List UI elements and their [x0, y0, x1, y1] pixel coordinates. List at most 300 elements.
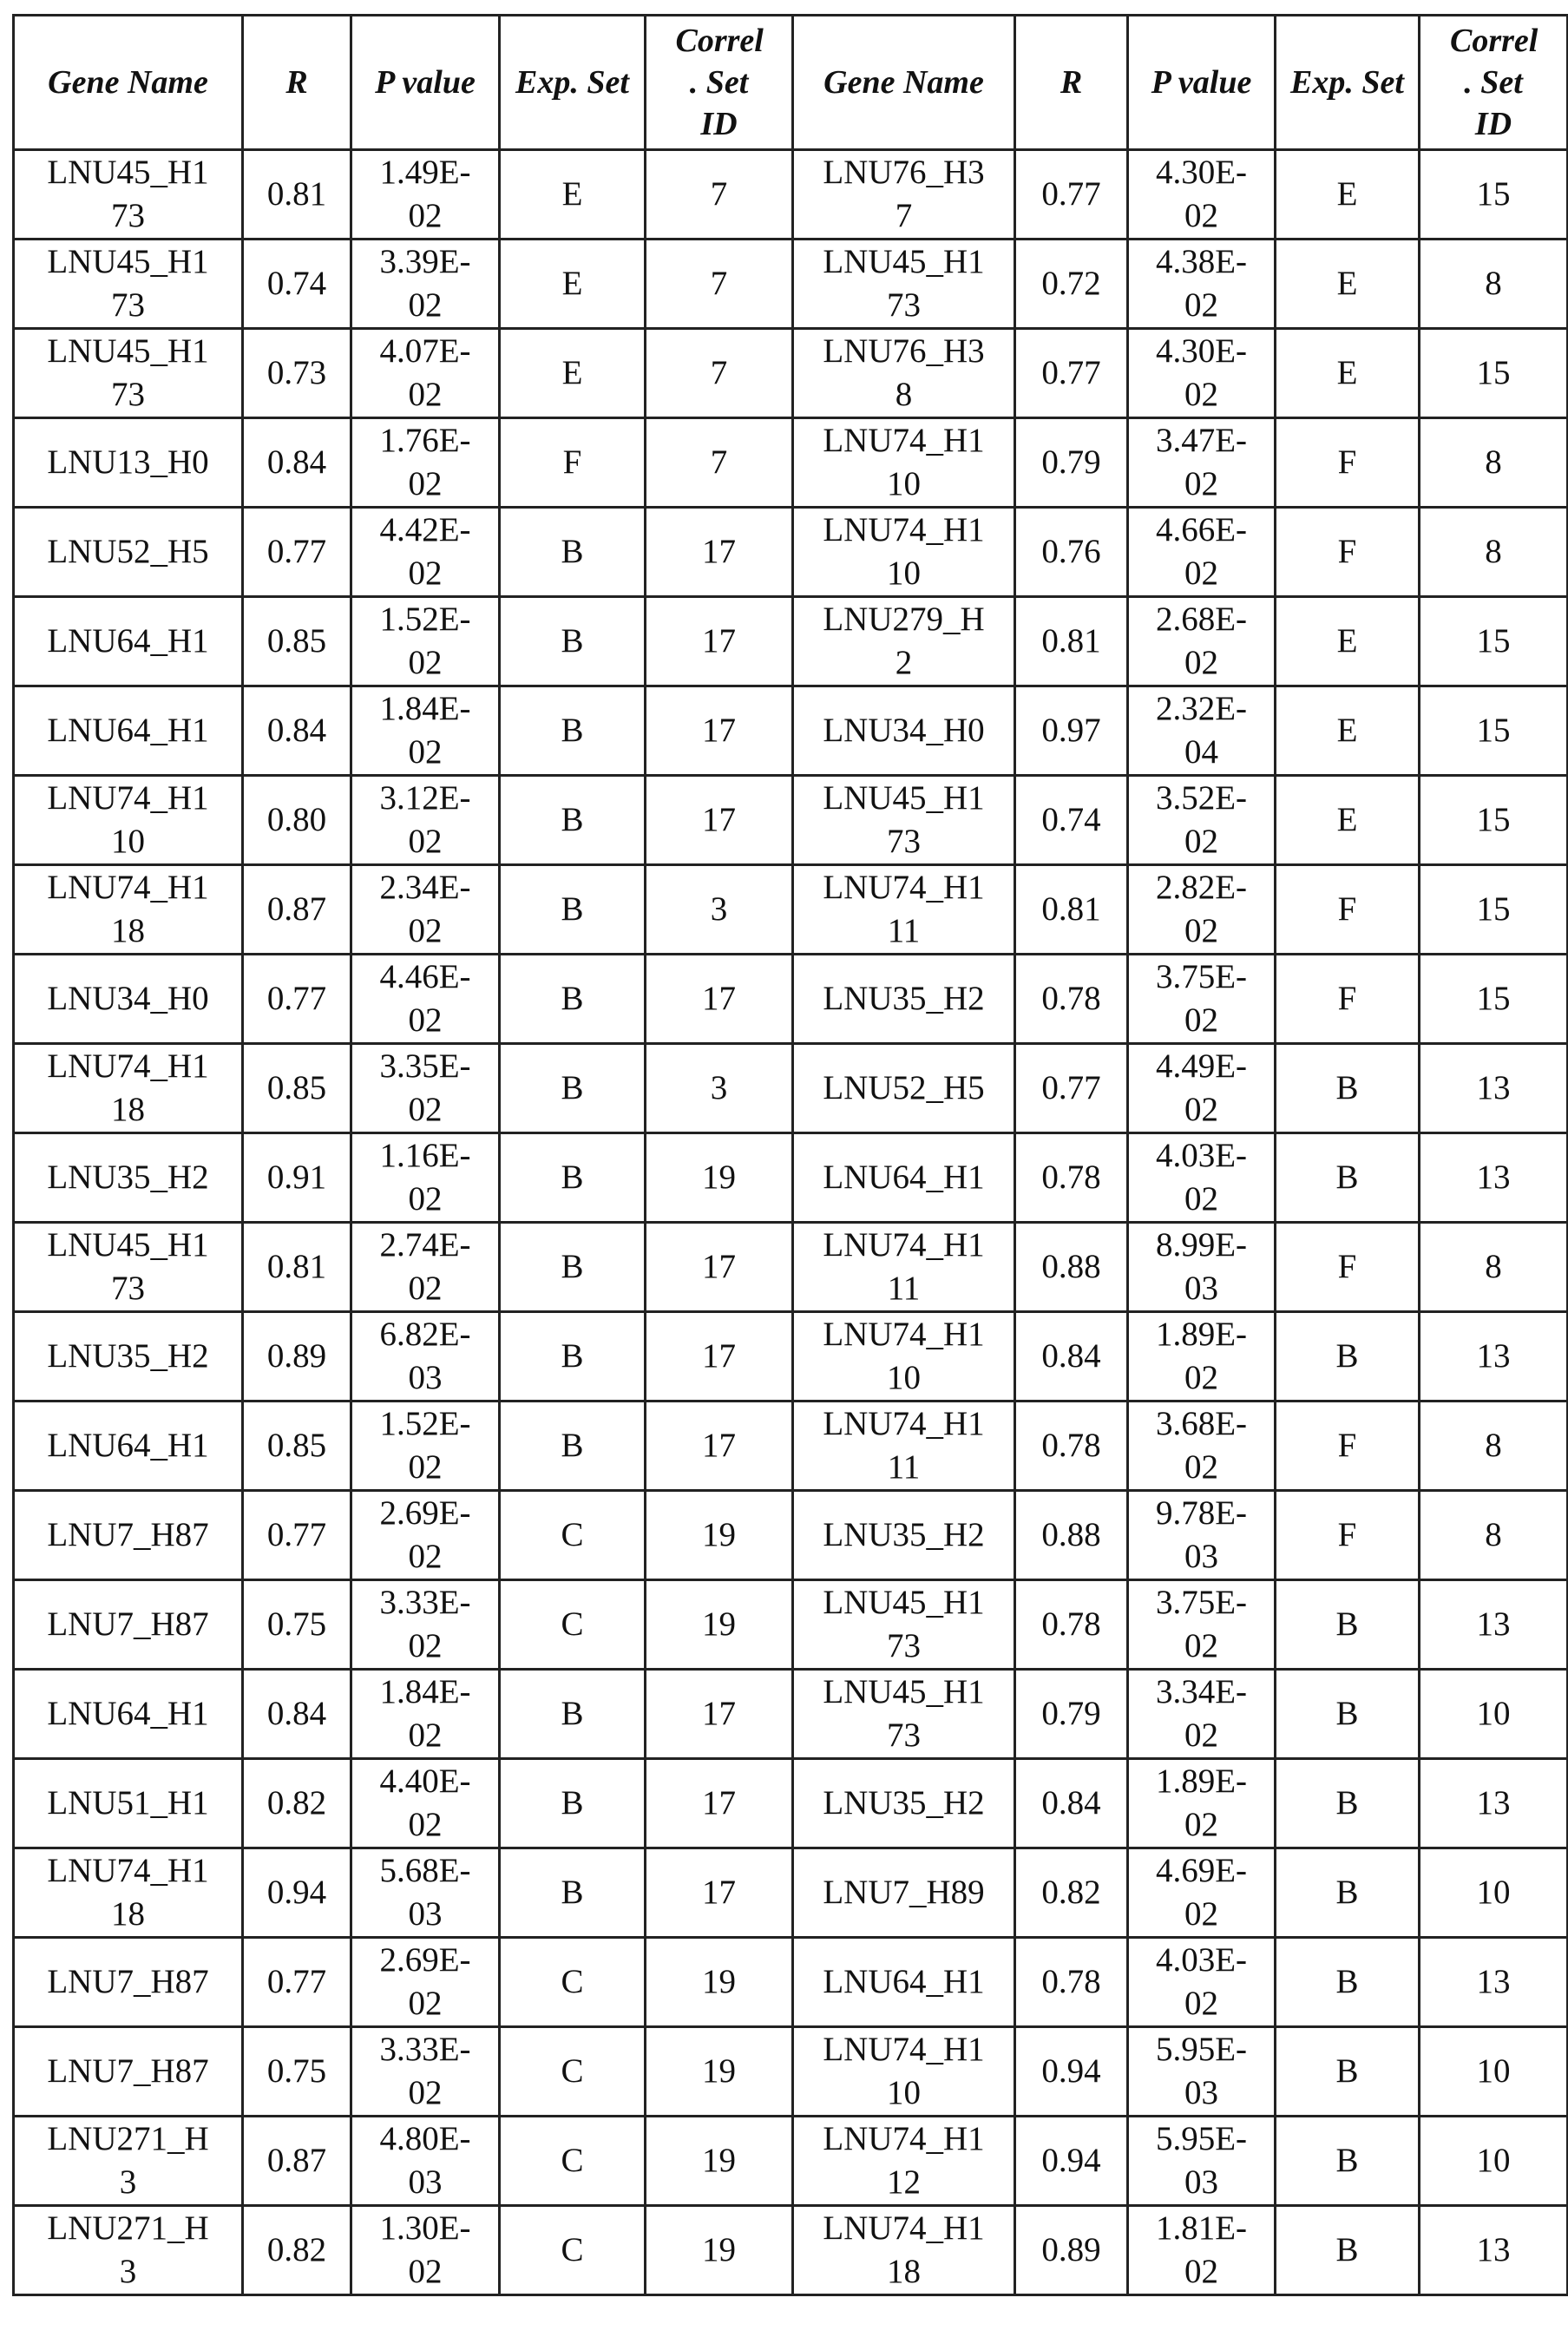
- r-value-cell: [243, 329, 351, 418]
- exp-set: B: [561, 1159, 583, 1196]
- header-row: [14, 16, 1568, 150]
- correl-set-id: 7: [711, 265, 728, 302]
- r-value: 0.79: [1041, 1695, 1100, 1732]
- correl-set-id: 3: [711, 890, 728, 928]
- correl-set-id: 10: [1477, 1695, 1511, 1732]
- correl-set-id: 17: [702, 533, 736, 570]
- header-label: Gene Name: [48, 64, 208, 101]
- exp-set-cell: [1276, 1402, 1420, 1491]
- gene-name: LNU74_H110: [42, 777, 215, 863]
- gene-name: LNU64_H1: [817, 1156, 991, 1199]
- p-value-cell: [1128, 2206, 1276, 2295]
- p-value: 3.12E-02: [377, 777, 473, 863]
- exp-set: B: [1335, 1069, 1358, 1106]
- exp-set: F: [1338, 443, 1357, 481]
- gene-name-cell: [14, 508, 243, 597]
- exp-set-cell: [1276, 1312, 1420, 1402]
- r-value: 0.72: [1041, 265, 1100, 302]
- exp-set: B: [1335, 1605, 1358, 1643]
- p-value: 8.99E-03: [1154, 1224, 1250, 1310]
- exp-set-cell: [1276, 240, 1420, 329]
- exp-set: E: [562, 265, 583, 302]
- correl-set-id-cell: [1420, 2206, 1568, 2295]
- p-value-cell: [351, 1670, 500, 1759]
- correl-set-id: 10: [1477, 2052, 1511, 2090]
- gene-name: LNU74_H111: [817, 866, 991, 953]
- correl-set-id-cell: [1420, 150, 1568, 240]
- correl-set-id-cell: [1420, 1938, 1568, 2027]
- table-row: [14, 508, 1568, 597]
- header-label: Exp. Set: [1290, 64, 1404, 101]
- p-value-cell: [1128, 508, 1276, 597]
- r-value: 0.77: [267, 1963, 326, 2000]
- gene-name-cell: [14, 865, 243, 955]
- p-value-cell: [1128, 597, 1276, 686]
- correl-set-id-cell: [646, 1402, 793, 1491]
- gene-name-cell: [793, 1402, 1015, 1491]
- exp-set-cell: [1276, 2206, 1420, 2295]
- exp-set-cell: [1276, 1491, 1420, 1580]
- p-value-cell: [351, 1580, 500, 1670]
- p-value: 3.75E-02: [1154, 955, 1250, 1042]
- exp-set: B: [561, 533, 583, 570]
- exp-set: B: [1335, 1159, 1358, 1196]
- gene-name-cell: [14, 1133, 243, 1223]
- r-value: 0.88: [1041, 1516, 1100, 1553]
- r-value: 0.78: [1041, 1605, 1100, 1643]
- correl-set-id: 7: [711, 443, 728, 481]
- correl-set-id: 8: [1485, 443, 1502, 481]
- table-row: [14, 1938, 1568, 2027]
- exp-set: E: [562, 175, 583, 213]
- p-value: 1.49E-02: [377, 151, 473, 238]
- r-value-cell: [1015, 1491, 1128, 1580]
- correl-set-id: 13: [1477, 1337, 1511, 1375]
- exp-set: B: [561, 1784, 583, 1822]
- p-value: 2.69E-02: [377, 1492, 473, 1579]
- correl-set-id-cell: [646, 1938, 793, 2027]
- r-value-cell: [1015, 1848, 1128, 1938]
- p-value-cell: [351, 1312, 500, 1402]
- correl-set-id-cell: [1420, 1491, 1568, 1580]
- header-p-value: [1128, 16, 1276, 150]
- r-value: 0.84: [1041, 1784, 1100, 1822]
- correl-set-id: 15: [1477, 175, 1511, 213]
- correl-set-id: 17: [702, 712, 736, 749]
- p-value-cell: [1128, 2117, 1276, 2206]
- p-value: 1.89E-02: [1154, 1760, 1250, 1847]
- r-value: 0.82: [1041, 1874, 1100, 1911]
- table-row: [14, 418, 1568, 508]
- correl-set-id-cell: [646, 418, 793, 508]
- gene-name-cell: [793, 2117, 1015, 2206]
- r-value: 0.82: [267, 1784, 326, 1822]
- correl-set-id: 8: [1485, 533, 1502, 570]
- correl-set-id-cell: [646, 1312, 793, 1402]
- exp-set: F: [1338, 533, 1357, 570]
- gene-name-cell: [793, 1670, 1015, 1759]
- p-value-cell: [1128, 329, 1276, 418]
- gene-name: LNU34_H0: [42, 977, 215, 1021]
- table-row: [14, 1848, 1568, 1938]
- gene-name-cell: [14, 597, 243, 686]
- exp-set: F: [1338, 890, 1357, 928]
- gene-name: LNU64_H1: [42, 1424, 215, 1467]
- table-row: [14, 2027, 1568, 2117]
- p-value-cell: [1128, 1491, 1276, 1580]
- r-value: 0.79: [1041, 443, 1100, 481]
- correl-set-id-cell: [1420, 1223, 1568, 1312]
- exp-set: B: [561, 1874, 583, 1911]
- exp-set: E: [1337, 265, 1358, 302]
- r-value-cell: [1015, 1312, 1128, 1402]
- r-value-cell: [243, 1848, 351, 1938]
- exp-set: B: [561, 1069, 583, 1106]
- gene-name: LNU76_H37: [817, 151, 991, 238]
- table-row: [14, 776, 1568, 865]
- correl-set-id: 7: [711, 354, 728, 391]
- p-value-cell: [351, 865, 500, 955]
- p-value-cell: [1128, 865, 1276, 955]
- correl-set-id-cell: [646, 508, 793, 597]
- gene-name: LNU45_H173: [817, 777, 991, 863]
- p-value: 3.34E-02: [1154, 1671, 1250, 1757]
- p-value-cell: [351, 1938, 500, 2027]
- r-value: 0.81: [267, 175, 326, 213]
- r-value: 0.89: [1041, 2231, 1100, 2268]
- exp-set-cell: [500, 1402, 646, 1491]
- header-p-value: [351, 16, 500, 150]
- correl-set-id: 17: [702, 1784, 736, 1822]
- gene-name-cell: [14, 1759, 243, 1848]
- correl-set-id: 19: [702, 2231, 736, 2268]
- correl-set-id: 13: [1477, 1784, 1511, 1822]
- r-value: 0.94: [1041, 2142, 1100, 2179]
- exp-set-cell: [1276, 2117, 1420, 2206]
- gene-name-cell: [793, 2027, 1015, 2117]
- gene-name-cell: [793, 955, 1015, 1044]
- r-value-cell: [1015, 2027, 1128, 2117]
- correl-set-id-cell: [646, 2117, 793, 2206]
- p-value-cell: [351, 955, 500, 1044]
- gene-name-cell: [793, 418, 1015, 508]
- correl-set-id-cell: [1420, 865, 1568, 955]
- gene-name-cell: [793, 597, 1015, 686]
- r-value-cell: [1015, 686, 1128, 776]
- exp-set-cell: [500, 1044, 646, 1133]
- correl-set-id-cell: [646, 329, 793, 418]
- gene-name: LNU51_H1: [42, 1782, 215, 1825]
- exp-set: E: [1337, 175, 1358, 213]
- table-row: [14, 865, 1568, 955]
- gene-name: LNU7_H89: [817, 1871, 991, 1914]
- r-value-cell: [243, 1759, 351, 1848]
- correl-set-id-cell: [1420, 776, 1568, 865]
- exp-set-cell: [500, 508, 646, 597]
- gene-name-cell: [793, 1223, 1015, 1312]
- correl-set-id-cell: [1420, 1133, 1568, 1223]
- correl-set-id-cell: [1420, 508, 1568, 597]
- exp-set-cell: [1276, 329, 1420, 418]
- header-exp-set: [1276, 16, 1420, 150]
- table-row: [14, 1491, 1568, 1580]
- gene-name: LNU76_H38: [817, 330, 991, 417]
- exp-set-cell: [1276, 1580, 1420, 1670]
- p-value-cell: [351, 150, 500, 240]
- r-value-cell: [243, 955, 351, 1044]
- correl-set-id: 17: [702, 980, 736, 1017]
- correl-set-id-cell: [646, 150, 793, 240]
- r-value-cell: [1015, 1938, 1128, 2027]
- p-value: 5.68E-03: [377, 1849, 473, 1936]
- exp-set-cell: [1276, 686, 1420, 776]
- header-label: Gene Name: [823, 64, 984, 101]
- r-value: 0.85: [267, 1069, 326, 1106]
- p-value: 4.30E-02: [1154, 330, 1250, 417]
- r-value: 0.77: [267, 1516, 326, 1553]
- gene-name: LNU279_H2: [817, 598, 991, 685]
- p-value: 4.38E-02: [1154, 240, 1250, 327]
- r-value: 0.80: [267, 801, 326, 838]
- r-value-cell: [1015, 1223, 1128, 1312]
- header-label: P value: [375, 64, 476, 101]
- exp-set: F: [1338, 1427, 1357, 1464]
- r-value-cell: [1015, 150, 1128, 240]
- gene-name: LNU74_H112: [817, 2117, 991, 2204]
- exp-set: F: [1338, 1516, 1357, 1553]
- correl-set-id-cell: [1420, 1402, 1568, 1491]
- gene-name: LNU271_H3: [42, 2207, 215, 2294]
- p-value: 1.52E-02: [377, 1402, 473, 1489]
- correl-set-id: 7: [711, 175, 728, 213]
- r-value: 0.77: [267, 533, 326, 570]
- exp-set: C: [561, 2052, 583, 2090]
- exp-set: B: [1335, 1695, 1358, 1732]
- correl-set-id-cell: [1420, 2117, 1568, 2206]
- gene-name-cell: [793, 150, 1015, 240]
- r-value-cell: [243, 1402, 351, 1491]
- r-value: 0.75: [267, 2052, 326, 2090]
- table-row: [14, 1759, 1568, 1848]
- r-value: 0.77: [1041, 1069, 1100, 1106]
- p-value-cell: [351, 508, 500, 597]
- r-value-cell: [243, 240, 351, 329]
- r-value: 0.81: [1041, 622, 1100, 660]
- exp-set-cell: [1276, 1044, 1420, 1133]
- correl-set-id: 15: [1477, 622, 1511, 660]
- p-value: 9.78E-03: [1154, 1492, 1250, 1579]
- p-value-cell: [351, 1759, 500, 1848]
- r-value: 0.81: [267, 1248, 326, 1285]
- p-value: 1.30E-02: [377, 2207, 473, 2294]
- gene-name: LNU74_H118: [817, 2207, 991, 2294]
- r-value-cell: [243, 2206, 351, 2295]
- gene-name: LNU7_H87: [42, 2050, 215, 2093]
- p-value-cell: [351, 1402, 500, 1491]
- gene-name-cell: [14, 686, 243, 776]
- correl-set-id: 15: [1477, 354, 1511, 391]
- table-row: [14, 2117, 1568, 2206]
- correl-set-id-cell: [646, 1223, 793, 1312]
- r-value-cell: [243, 1670, 351, 1759]
- table-row: [14, 150, 1568, 240]
- header-label: Correl . Set ID: [676, 20, 763, 145]
- p-value: 3.68E-02: [1154, 1402, 1250, 1489]
- gene-name: LNU45_H173: [817, 1581, 991, 1668]
- gene-name-cell: [793, 776, 1015, 865]
- correl-set-id: 19: [702, 2052, 736, 2090]
- correl-set-id: 10: [1477, 1874, 1511, 1911]
- exp-set-cell: [1276, 1670, 1420, 1759]
- exp-set: B: [561, 1695, 583, 1732]
- exp-set-cell: [1276, 508, 1420, 597]
- gene-name-cell: [793, 1312, 1015, 1402]
- gene-name-cell: [793, 508, 1015, 597]
- correl-set-id-cell: [646, 1670, 793, 1759]
- gene-name: LNU74_H110: [817, 419, 991, 506]
- header-correl-set-id: [1420, 16, 1568, 150]
- p-value: 4.46E-02: [377, 955, 473, 1042]
- r-value: 0.87: [267, 890, 326, 928]
- correl-set-id: 13: [1477, 1605, 1511, 1643]
- correl-set-id: 8: [1485, 1516, 1502, 1553]
- exp-set: F: [1338, 1248, 1357, 1285]
- exp-set-cell: [500, 150, 646, 240]
- p-value: 2.74E-02: [377, 1224, 473, 1310]
- p-value: 4.80E-03: [377, 2117, 473, 2204]
- gene-name-cell: [14, 150, 243, 240]
- r-value-cell: [243, 418, 351, 508]
- r-value: 0.78: [1041, 980, 1100, 1017]
- header-exp-set: [500, 16, 646, 150]
- r-value: 0.78: [1041, 1159, 1100, 1196]
- gene-name-cell: [793, 329, 1015, 418]
- exp-set: B: [561, 801, 583, 838]
- table-row: [14, 329, 1568, 418]
- p-value-cell: [351, 2117, 500, 2206]
- exp-set: B: [1335, 1337, 1358, 1375]
- correl-set-id: 17: [702, 1337, 736, 1375]
- correl-set-id: 13: [1477, 1159, 1511, 1196]
- correl-set-id-cell: [1420, 1580, 1568, 1670]
- gene-name: LNU64_H1: [817, 1960, 991, 2004]
- p-value-cell: [351, 1848, 500, 1938]
- p-value: 1.52E-02: [377, 598, 473, 685]
- gene-name: LNU13_H0: [42, 441, 215, 484]
- correl-set-id-cell: [1420, 955, 1568, 1044]
- exp-set: B: [561, 1427, 583, 1464]
- gene-name: LNU64_H1: [42, 709, 215, 752]
- correl-set-id: 15: [1477, 801, 1511, 838]
- correl-set-id-cell: [646, 1133, 793, 1223]
- exp-set: B: [1335, 1784, 1358, 1822]
- table-row: [14, 1044, 1568, 1133]
- correl-set-id-cell: [646, 597, 793, 686]
- correl-set-id-cell: [646, 1044, 793, 1133]
- gene-name: LNU35_H2: [817, 1782, 991, 1825]
- gene-name: LNU45_H173: [42, 240, 215, 327]
- p-value-cell: [1128, 1670, 1276, 1759]
- gene-name: LNU7_H87: [42, 1960, 215, 2004]
- correl-set-id-cell: [1420, 1044, 1568, 1133]
- r-value: 0.84: [267, 1695, 326, 1732]
- p-value: 2.34E-02: [377, 866, 473, 953]
- p-value-cell: [351, 240, 500, 329]
- correl-set-id: 17: [702, 1695, 736, 1732]
- p-value: 4.66E-02: [1154, 509, 1250, 595]
- exp-set: B: [561, 712, 583, 749]
- exp-set-cell: [1276, 418, 1420, 508]
- gene-name: LNU34_H0: [817, 709, 991, 752]
- p-value-cell: [1128, 686, 1276, 776]
- p-value: 4.30E-02: [1154, 151, 1250, 238]
- gene-name-cell: [14, 1938, 243, 2027]
- table-row: [14, 1133, 1568, 1223]
- r-value-cell: [1015, 865, 1128, 955]
- correl-set-id: 13: [1477, 2231, 1511, 2268]
- exp-set-cell: [1276, 1938, 1420, 2027]
- gene-name: LNU7_H87: [42, 1603, 215, 1646]
- p-value-cell: [1128, 1938, 1276, 2027]
- p-value-cell: [351, 1223, 500, 1312]
- r-value-cell: [1015, 240, 1128, 329]
- p-value: 4.40E-02: [377, 1760, 473, 1847]
- r-value-cell: [243, 150, 351, 240]
- correl-set-id: 8: [1485, 265, 1502, 302]
- r-value: 0.77: [267, 980, 326, 1017]
- gene-name-cell: [793, 865, 1015, 955]
- exp-set-cell: [500, 955, 646, 1044]
- exp-set-cell: [500, 418, 646, 508]
- correl-set-id: 17: [702, 801, 736, 838]
- exp-set-cell: [500, 240, 646, 329]
- r-value-cell: [243, 2117, 351, 2206]
- r-value-cell: [1015, 1670, 1128, 1759]
- exp-set-cell: [1276, 1223, 1420, 1312]
- exp-set-cell: [500, 329, 646, 418]
- p-value: 6.82E-03: [377, 1313, 473, 1400]
- p-value: 4.07E-02: [377, 330, 473, 417]
- correl-set-id: 8: [1485, 1248, 1502, 1285]
- gene-name-cell: [793, 1759, 1015, 1848]
- correl-set-id-cell: [646, 686, 793, 776]
- correl-set-id-cell: [646, 240, 793, 329]
- r-value-cell: [1015, 508, 1128, 597]
- gene-name: LNU45_H173: [817, 240, 991, 327]
- gene-name-cell: [14, 329, 243, 418]
- p-value-cell: [1128, 1312, 1276, 1402]
- r-value-cell: [243, 597, 351, 686]
- exp-set-cell: [500, 1670, 646, 1759]
- header-label: P value: [1151, 64, 1252, 101]
- gene-name-cell: [793, 686, 1015, 776]
- r-value: 0.76: [1041, 533, 1100, 570]
- r-value: 0.85: [267, 1427, 326, 1464]
- p-value-cell: [351, 776, 500, 865]
- p-value: 3.33E-02: [377, 2028, 473, 2115]
- correl-set-id-cell: [1420, 329, 1568, 418]
- r-value-cell: [243, 686, 351, 776]
- p-value: 3.33E-02: [377, 1581, 473, 1668]
- exp-set-cell: [500, 2117, 646, 2206]
- correl-set-id: 15: [1477, 890, 1511, 928]
- correl-set-id: 19: [702, 1516, 736, 1553]
- r-value: 0.75: [267, 1605, 326, 1643]
- gene-name-cell: [793, 1044, 1015, 1133]
- r-value: 0.77: [1041, 354, 1100, 391]
- p-value: 4.69E-02: [1154, 1849, 1250, 1936]
- exp-set: C: [561, 1963, 583, 2000]
